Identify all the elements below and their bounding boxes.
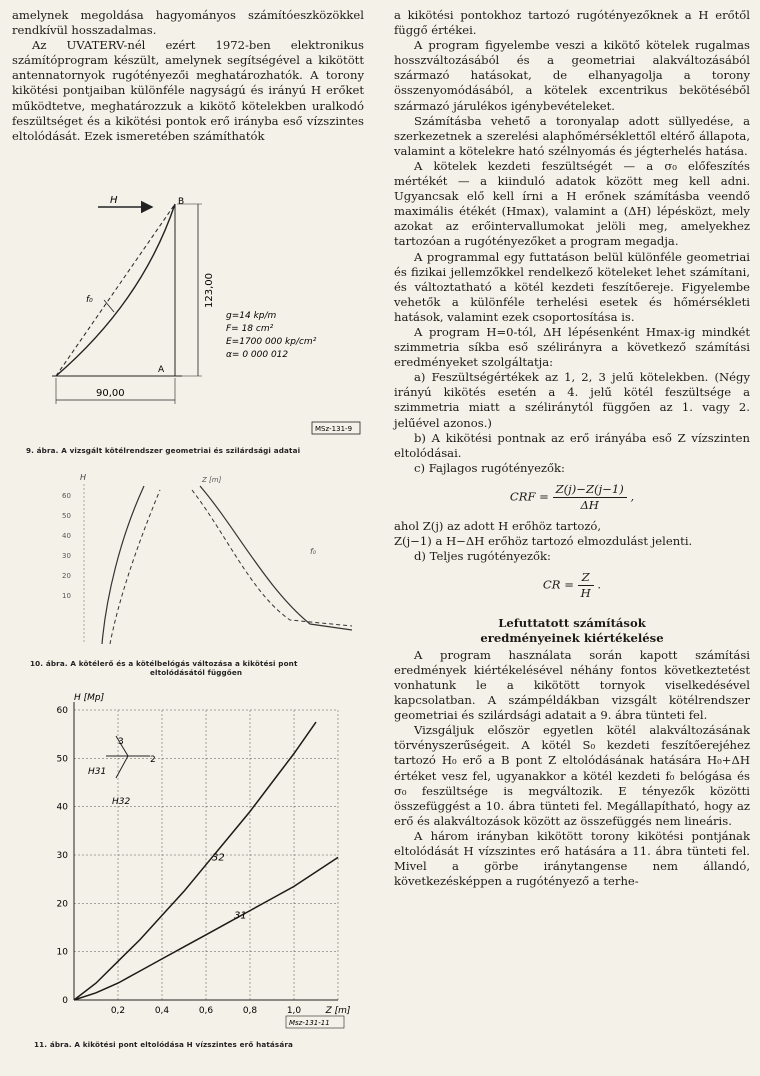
left-paragraph-1: Az UVATERV-nél ezért 1972-ben elektronikus számítóprogram készült, amelynek segítségével a kikötött antennatornyok rugótényezői meghatározhatók. A torony kikötési pontjaiban különféle nagyságú és irányú H erőket működtetve, meghatározzuk a kikötő kötelekben uralkodó feszültséget és a kikötési pontok erő irányba eső vízszintes eltolódását. Ezek ismeretében számíthatók [12,38,364,143]
figure-9-point-a: A [158,365,165,375]
left-column [12,8,364,144]
equation-cr-denominator: H [580,586,591,601]
figure-9-span-label: 90,00 [96,388,125,399]
y-tick-label: 10 [56,947,68,958]
y-tick-label: 0 [62,996,68,1006]
right-paragraph-9: ahol Z(j) az adott H erőhöz tartozó, [394,519,602,534]
figure-9-height-label: 123,00 [204,273,215,308]
figure-9-param-f: F= 18 cm² [226,324,274,334]
figure-9-stamp: MSz-131-9 [315,425,353,433]
equation-crf [394,482,750,513]
equation-cr [394,570,750,601]
inset-label-3: 3 [118,737,124,747]
inset-label-h31: H31 [88,767,107,777]
series-label-32: 32 [212,852,225,864]
equation-cr-lhs: CR = [542,577,574,592]
figure-9-sag-label: f₀ [86,295,93,305]
right-paragraph-3: A kötelek kezdeti feszültségét — a σ₀ előfeszítés mértékét — a kiinduló adatok között meg kell adni. Ugyancsak elő kell írni a H erőnek számításba veendő maximális étékét (Hmax), valamint a (ΔH) lépésközt, mely azokat az erőintervallumokat jelöli meg, amelyekhez tartozóan a rugótényezőket a program megadja. [394,158,750,249]
figure-10 [40,468,360,656]
figure-11-stamp: Msz-131-11 [289,1019,330,1027]
equation-crf-fraction [553,482,627,513]
inset-label-h32: H32 [112,797,131,807]
figure-10-curve-force-dashed [110,490,160,644]
figure-10-y-tick: 10 [62,592,71,600]
equation-cr-fraction [578,570,594,601]
figure-9-param-e: E=1700 000 kp/cm² [226,337,317,347]
section-heading [394,616,750,646]
figure-9 [12,190,364,440]
figure-10-curve-sag-solid [200,486,352,630]
right-paragraph-10: Z(j−1) a H−ΔH erőhöz tartozó elmozdulást jelenti. [394,534,693,549]
y-tick-label: 50 [56,754,68,765]
figure-10-y-tick: 40 [62,532,71,540]
right-paragraph-7: b) A kikötési pontnak az erő irányába eső Z vízszinten eltolódásai. [394,430,750,460]
figure-9-cable-chord [56,204,175,376]
series-line-32 [74,722,316,1000]
y-tick-label: 20 [56,899,68,910]
right-column [394,8,750,889]
x-tick-label: 0,8 [242,1006,258,1016]
right-paragraph-14: A három irányban kikötött torony kikötési pontjának eltolódását H vízszintes erő hatására a 11. ábra tünteti fel. Mivel a görbe iránytangense nem állandó, következésképpen a rugótényező a terhe- [394,828,750,889]
figure-9-sag-marker [104,300,114,312]
figure-11-y-label: H [Mp] [74,693,105,703]
right-paragraph-11: d) Teljes rugótényezők: [414,549,551,564]
figure-10-curve-label: f₀ [310,547,317,556]
figure-10-y-tick: 20 [62,572,71,580]
right-paragraph-4: A programmal egy futtatáson belül különféle geometriai és fizikai jellemzőkkel rendelkező köteleket lehet számítani, és változtatható a kötél kezdeti feszítőereje. Figyelembe vehetők a különféle terhelési esetek és hőmérsékleti hatások, valamint ezek csoportosítása is. [394,249,750,324]
right-paragraph-8: c) Fajlagos rugótényezők: [414,460,565,475]
figure-9-force-label: H [110,195,118,206]
equation-cr-tail: . [597,577,602,592]
equation-crf-lhs: CRF = [509,489,549,504]
left-paragraph-0: amelynek megoldása hagyományos számítóeszközökkel rendkívül hosszadalmas. [12,8,364,38]
y-tick-label: 30 [56,851,68,861]
equation-crf-numerator: Z(j)−Z(j−1) [553,482,627,498]
figure-10-curve-sag-dashed [192,490,352,626]
figure-9-param-alpha: α= 0 000 012 [226,350,289,360]
figure-10-y-unit: H [80,473,87,482]
figure-10-caption-line1: 10. ábra. A kötélerő és a kötélbelógás változása a kikötési pont [30,659,298,668]
right-paragraph-13: Vizsgáljuk először egyetlen kötél alakváltozásának törvényszerűségeit. A kötél S₀ kezdeti feszítőerejéhez tartozó H₀ erő a B pont Z eltolódásának hatására H₀+ΔH értéket vesz fel, ugyanakkor a kötél kezdeti f₀ belógása és σ₀ feszültsége is megváltozik. E tényezők közötti összefüggést a 10. ábra tünteti fel. Megállapítható, hogy az erő és alakváltozások között az összefüggés nem lineáris. [394,723,750,828]
right-paragraph-5: A program H=0-tól, ΔH lépésenként Hmax-ig mindkét szimmetria síkba eső szélirányra a következő számítási eredményeket szolgáltatja: [394,324,750,370]
inset-label-2: 2 [150,755,156,765]
series-label-31: 31 [234,910,247,922]
figure-9-param-g: g=14 kp/m [226,311,277,321]
figure-10-x-unit: Z [m] [202,476,222,484]
x-tick-label: Z [m] [325,1006,351,1016]
figure-9-caption: 9. ábra. A vizsgált kötélrendszer geometriai és szilárdsági adatai [26,446,301,455]
x-tick-label: 0,4 [154,1006,170,1016]
figure-10-y-tick: 60 [62,492,71,500]
figure-9-point-b: B [178,197,185,207]
right-paragraph-1: A program figyelembe veszi a kikötő kötelek rugalmas hosszváltozásából és a geometriai alakváltozásából származó hatásokat, de elhanyagolja a torony összenyomódásából, a kötelek excentrikus bekötéséből származó járulékos igénybevételeket. [394,38,750,113]
equation-cr-numerator: Z [578,570,594,586]
equation-crf-tail: , [630,489,635,504]
figure-10-caption-line2: eltolódásától függően [150,668,243,677]
y-tick-label: 60 [56,706,68,716]
right-paragraph-0: a kikötési pontokhoz tartozó rugótényezőknek a H erőtől függő értékei. [394,8,750,38]
x-tick-label: 1,0 [286,1006,302,1016]
right-paragraph-12: A program használata során kapott számítási eredmények kiértékelésével néhány fontos következtetést vonhatunk le a kikötött tornyok viselkedésével kapcsolatban. A számpéldákban vizsgált kötélrendszer geometriai és szilárdsági adatait a 9. ábra tünteti fel. [394,647,750,723]
figure-10-y-tick: 30 [62,552,71,560]
figure-11-caption: 11. ábra. A kikötési pont eltolódása H vízszintes erő hatására [34,1040,294,1049]
section-heading-line2: eredményeinek kiértékelése [480,630,664,645]
right-paragraph-6: a) Feszültségértékek az 1, 2, 3 jelű kötelekben. (Négy irányú kikötés esetén a 4. jelű kötél feszültsége a szimmetria miatt a széliránytól függően az 1. vagy 2. jelűével azonos.) [394,370,750,430]
figure-10-y-tick: 50 [62,512,71,520]
figure-11-chart [44,688,360,1034]
x-tick-label: 0,2 [110,1006,126,1016]
equation-crf-denominator: ΔH [580,498,599,512]
figure-10-curve-force-solid [102,486,144,644]
y-tick-label: 40 [56,802,68,813]
section-heading-line1: Lefuttatott számítások [498,615,646,630]
x-tick-label: 0,6 [198,1006,214,1016]
right-paragraph-2: Számításba vehető a toronyalap adott süllyedése, a szerkezetnek a szerelési alaphőmérséklettől eltérő állapota, valamint a kötelekre ható szélnyomás és jégterhelés hatása. [394,113,750,158]
